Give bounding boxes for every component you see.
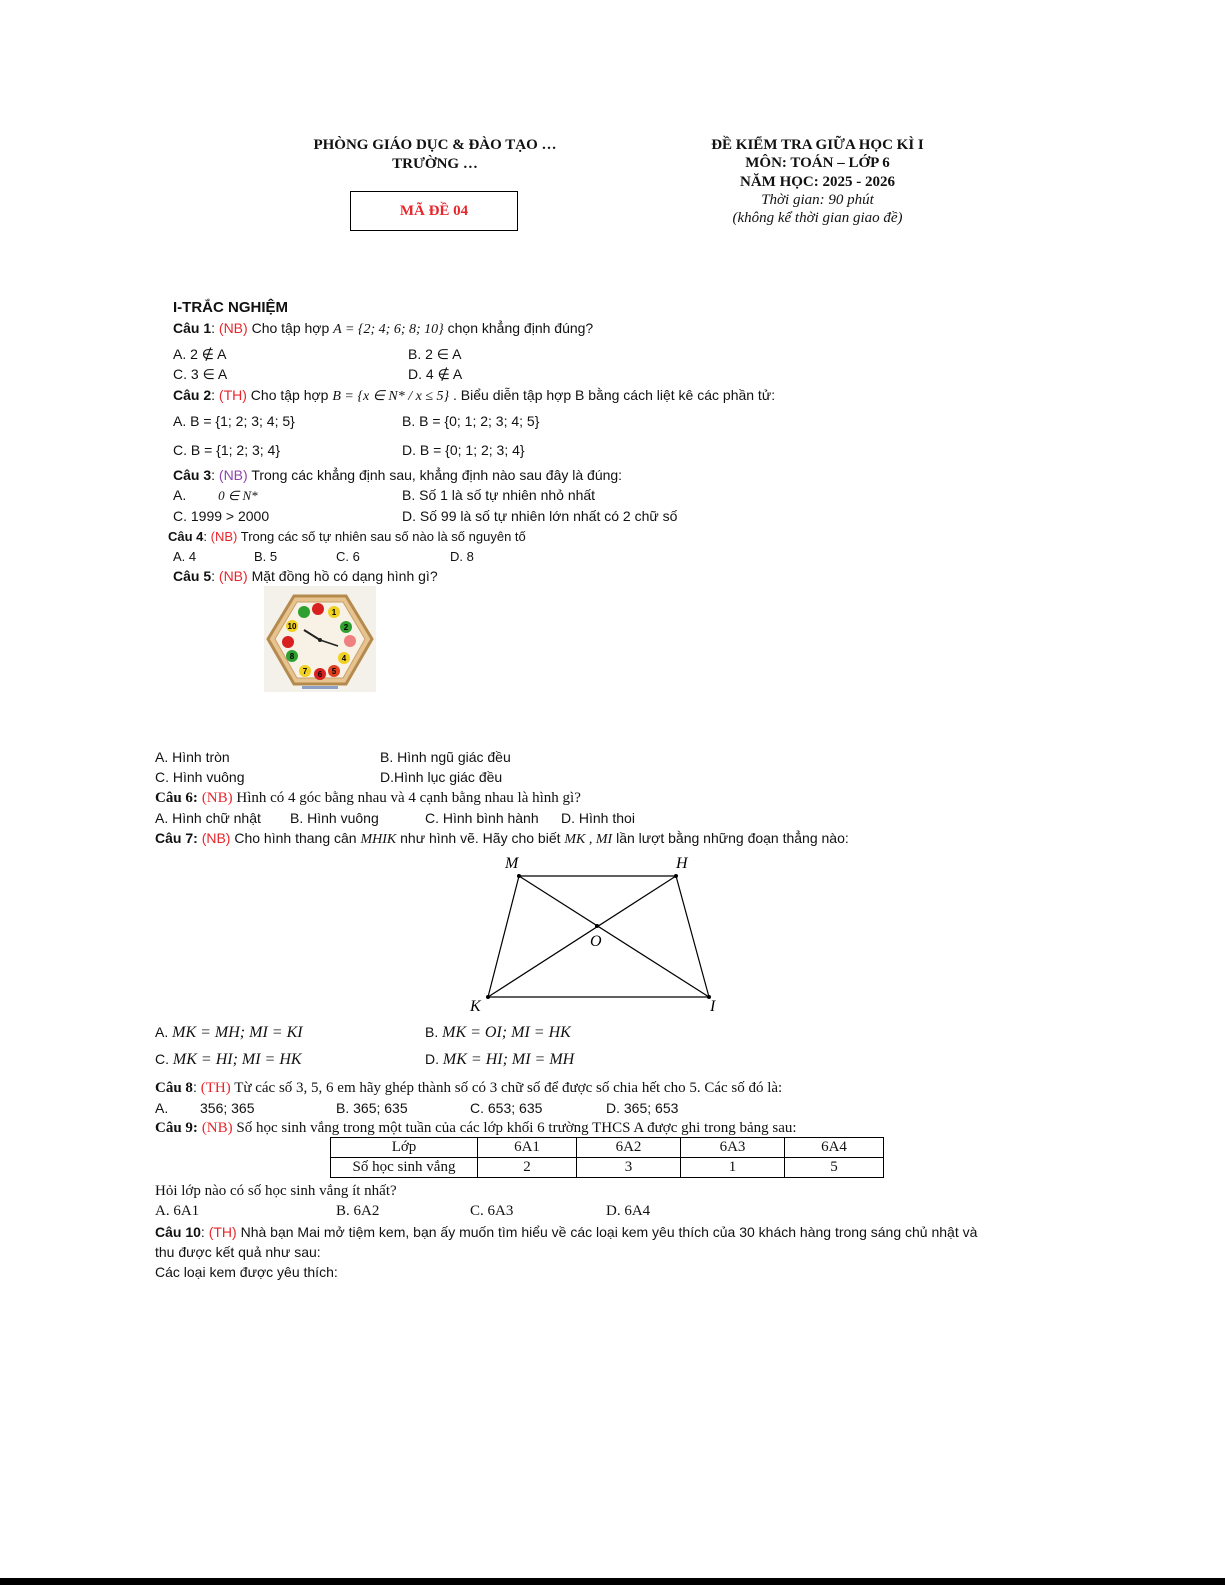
q1-label: Câu 1 bbox=[173, 320, 212, 336]
clock-num-6: 6 bbox=[317, 670, 323, 679]
q8-option-d[interactable]: D. 365; 653 bbox=[606, 1100, 679, 1116]
q1-level: (NB) bbox=[218, 320, 248, 336]
q10-level: (TH) bbox=[208, 1224, 237, 1240]
q7-option-d-text: MK = HI; MI = MH bbox=[442, 1051, 575, 1068]
q4-label: Câu 4 bbox=[168, 529, 204, 544]
q3-level: (NB) bbox=[218, 467, 248, 483]
q7-option-d-label: D. bbox=[425, 1051, 439, 1067]
exam-duration-note: (không kể thời gian giao đề) bbox=[732, 210, 903, 226]
q5-option-b[interactable]: B. Hình ngũ giác đều bbox=[380, 749, 511, 765]
clock-num-10: 10 bbox=[287, 622, 297, 631]
q1-option-d[interactable]: D. 4 ∉ A bbox=[408, 366, 463, 382]
q2-label: Câu 2 bbox=[173, 387, 212, 403]
q9-option-a[interactable]: A. 6A1 bbox=[155, 1203, 200, 1219]
q3-option-a-math: 0 ∈ N* bbox=[218, 488, 258, 503]
q3-option-a-label: A. bbox=[173, 487, 187, 503]
clock-num-4: 4 bbox=[341, 654, 347, 663]
q9-label: Câu 9: bbox=[155, 1120, 198, 1136]
table-header-cell: Lớp bbox=[331, 1138, 478, 1158]
question-8: Câu 8: (TH) Từ các số 3, 5, 6 em hãy ghép thành số có 3 chữ số để được số chia hết cho 5. Các số đó là: bbox=[155, 1079, 783, 1096]
exam-code: MÃ ĐỀ 04 bbox=[399, 202, 469, 219]
table-cell: 1 bbox=[681, 1158, 785, 1178]
absence-table bbox=[330, 1137, 884, 1178]
vertex-m: M bbox=[505, 855, 519, 872]
q6-option-d[interactable]: D. Hình thoi bbox=[561, 810, 635, 826]
q9-question: Hỏi lớp nào có số học sinh vắng ít nhất? bbox=[155, 1183, 397, 1199]
vertex-k: K bbox=[470, 998, 481, 1015]
q5-label: Câu 5 bbox=[173, 568, 212, 584]
table-cell: 5 bbox=[785, 1158, 884, 1178]
q3-label: Câu 3 bbox=[173, 467, 212, 483]
exam-code-box bbox=[350, 191, 518, 231]
table-header-cell: 6A1 bbox=[478, 1138, 577, 1158]
q9-option-c[interactable]: C. 6A3 bbox=[470, 1203, 514, 1219]
table-header-cell: 6A3 bbox=[681, 1138, 785, 1158]
question-7 bbox=[155, 830, 849, 848]
clock-num-8: 8 bbox=[289, 652, 295, 661]
q6-option-a[interactable]: A. Hình chữ nhật bbox=[155, 810, 261, 826]
q9-level: (NB) bbox=[201, 1120, 233, 1136]
q2-text-post: . Biểu diễn tập hợp B bằng cách liệt kê các phần tử: bbox=[449, 387, 776, 403]
table-cell: 3 bbox=[577, 1158, 681, 1178]
q9-option-d[interactable]: D. 6A4 bbox=[606, 1203, 651, 1219]
q2-option-d[interactable]: D. B = {0; 1; 2; 3; 4} bbox=[402, 442, 525, 458]
question-10: Câu 10: (TH) Nhà bạn Mai mở tiệm kem, bạn ấy muốn tìm hiểu về các loại kem yêu thích của 30 khách hàng trong sáng chủ nhật và bbox=[155, 1224, 978, 1240]
q1-option-a[interactable]: A. 2 ∉ A bbox=[173, 346, 227, 362]
q4-option-b[interactable]: B. 5 bbox=[254, 549, 278, 564]
q7-option-a[interactable] bbox=[155, 1024, 303, 1042]
question-1: Câu 1: (NB) Cho tập hợp A = {2; 4; 6; 8; 10} chọn khẳng định đúng? bbox=[173, 320, 594, 337]
department-name: PHÒNG GIÁO DỤC & ĐÀO TẠO … bbox=[313, 137, 557, 153]
q1-option-c[interactable]: C. 3 ∈ A bbox=[173, 366, 228, 382]
q7-level: (NB) bbox=[201, 830, 231, 846]
q6-level: (NB) bbox=[201, 790, 233, 806]
trapezoid-figure bbox=[460, 850, 740, 1020]
q5-text: Mặt đồng hồ có dạng hình gì? bbox=[247, 568, 438, 584]
q7-text-post: lần lượt bằng những đoạn thẳng nào: bbox=[612, 830, 849, 846]
q10-text-line3: Các loại kem được yêu thích: bbox=[155, 1264, 338, 1280]
q3-option-c[interactable]: C. 1999 > 2000 bbox=[173, 508, 270, 524]
q7-option-b-text: MK = OI; MI = HK bbox=[442, 1024, 571, 1041]
q7-option-c-label: C. bbox=[155, 1051, 169, 1067]
q7-option-a-label: A. bbox=[155, 1024, 169, 1040]
q8-option-a[interactable]: 356; 365 bbox=[200, 1100, 255, 1116]
q1-set: A = {2; 4; 6; 8; 10} bbox=[333, 322, 444, 337]
q7-option-b-label: B. bbox=[425, 1024, 439, 1040]
q3-text: Trong các khẳng định sau, khẳng định nào sau đây là đúng: bbox=[247, 467, 623, 483]
q6-label: Câu 6: bbox=[155, 790, 198, 806]
q7-option-c[interactable] bbox=[155, 1051, 302, 1069]
clock-num-5: 5 bbox=[331, 667, 337, 676]
question-6 bbox=[155, 789, 581, 807]
q10-label: Câu 10 bbox=[155, 1224, 201, 1240]
q2-option-c[interactable]: C. B = {1; 2; 3; 4} bbox=[173, 442, 281, 458]
q1-text-post: chọn khẳng định đúng? bbox=[443, 320, 594, 336]
q2-option-b[interactable]: B. B = {0; 1; 2; 3; 4; 5} bbox=[402, 413, 540, 429]
clock-num-2: 2 bbox=[343, 623, 349, 632]
question-5: Câu 5: (NB) Mặt đồng hồ có dạng hình gì? bbox=[173, 568, 438, 584]
q3-option-b[interactable]: B. Số 1 là số tự nhiên nhỏ nhất bbox=[402, 487, 596, 503]
q3-option-d[interactable]: D. Số 99 là số tự nhiên lớn nhất có 2 chữ số bbox=[402, 508, 678, 524]
q3-option-a[interactable] bbox=[173, 487, 258, 504]
table-header-cell: 6A4 bbox=[785, 1138, 884, 1158]
q8-option-c[interactable]: C. 653; 635 bbox=[470, 1100, 543, 1116]
q7-option-d[interactable] bbox=[425, 1051, 574, 1069]
school-name: TRƯỜNG … bbox=[392, 156, 478, 172]
exam-title: ĐỀ KIỂM TRA GIỮA HỌC KÌ I bbox=[711, 137, 924, 153]
page-bottom-border bbox=[0, 1578, 1225, 1585]
q6-text: Hình có 4 góc bằng nhau và 4 cạnh bằng nhau là hình gì? bbox=[232, 790, 581, 806]
q8-text: Từ các số 3, 5, 6 em hãy ghép thành số có 3 chữ số để được số chia hết cho 5. Các số đó là: bbox=[230, 1080, 783, 1096]
table-row bbox=[331, 1158, 884, 1178]
section-title: I-TRẮC NGHIỆM bbox=[173, 299, 288, 316]
q4-option-a[interactable]: A. 4 bbox=[173, 549, 197, 564]
q10-text-line2: thu được kết quả như sau: bbox=[155, 1244, 321, 1260]
table-header-cell: 6A2 bbox=[577, 1138, 681, 1158]
q9-text: Số học sinh vắng trong một tuần của các lớp khối 6 trường THCS A được ghi trong bảng sau: bbox=[232, 1120, 797, 1136]
q4-level: (NB) bbox=[210, 529, 238, 544]
q5-option-a[interactable]: A. Hình tròn bbox=[155, 749, 230, 765]
q5-level: (NB) bbox=[218, 568, 248, 584]
q2-set: B = {x ∈ N* / x ≤ 5} bbox=[332, 389, 450, 404]
q7-option-a-text: MK = MH; MI = KI bbox=[172, 1024, 303, 1041]
table-row bbox=[331, 1138, 884, 1158]
q8-level: (TH) bbox=[200, 1080, 231, 1096]
exam-duration: Thời gian: 90 phút bbox=[761, 192, 874, 208]
q7-segments: MK , MI bbox=[564, 832, 613, 847]
q2-option-a[interactable]: A. B = {1; 2; 3; 4; 5} bbox=[173, 413, 295, 429]
q9-option-b[interactable]: B. 6A2 bbox=[336, 1203, 380, 1219]
clock-num-1: 1 bbox=[331, 608, 337, 617]
question-4: Câu 4: (NB) Trong các số tự nhiên sau số nào là số nguyên tố bbox=[168, 529, 526, 544]
q4-text: Trong các số tự nhiên sau số nào là số nguyên tố bbox=[237, 529, 526, 544]
exam-subject: MÔN: TOÁN – LỚP 6 bbox=[745, 155, 890, 171]
question-2: Câu 2: (TH) Cho tập hợp B = {x ∈ N* / x ≤ 5} . Biểu diễn tập hợp B bằng cách liệt kê các phần tử: bbox=[173, 387, 776, 404]
school-year: NĂM HỌC: 2025 - 2026 bbox=[740, 174, 895, 190]
q2-level: (TH) bbox=[218, 387, 247, 403]
q7-text-pre: Cho hình thang cân bbox=[230, 830, 361, 846]
vertex-o: O bbox=[590, 933, 602, 950]
hexagon-clock-image bbox=[264, 586, 376, 692]
table-cell: Số học sinh vắng bbox=[331, 1158, 478, 1178]
q4-option-d[interactable]: D. 8 bbox=[450, 549, 474, 564]
q5-option-d[interactable]: D.Hình lục giác đều bbox=[380, 769, 503, 785]
q6-option-c[interactable]: C. Hình bình hành bbox=[425, 810, 539, 826]
q1-option-b[interactable]: B. 2 ∈ A bbox=[408, 346, 462, 362]
question-9 bbox=[155, 1119, 797, 1137]
table-cell: 2 bbox=[478, 1158, 577, 1178]
q6-option-b[interactable]: B. Hình vuông bbox=[290, 810, 379, 826]
question-3: Câu 3: (NB) Trong các khẳng định sau, khẳng định nào sau đây là đúng: bbox=[173, 467, 623, 483]
q8-label: Câu 8 bbox=[155, 1080, 193, 1096]
q8-option-a-label: A. bbox=[155, 1100, 169, 1116]
q8-option-b[interactable]: B. 365; 635 bbox=[336, 1100, 408, 1116]
q5-option-c[interactable]: C. Hình vuông bbox=[155, 769, 245, 785]
q2-text-pre: Cho tập hợp bbox=[246, 387, 333, 403]
vertex-h: H bbox=[676, 855, 688, 872]
q7-shape-name: MHIK bbox=[360, 832, 397, 847]
vertex-i: I bbox=[710, 998, 716, 1015]
q7-option-c-text: MK = HI; MI = HK bbox=[172, 1051, 302, 1068]
q7-label: Câu 7: bbox=[155, 830, 198, 846]
q7-text-mid: như hình vẽ. Hãy cho biết bbox=[396, 830, 565, 846]
q4-option-c[interactable]: C. 6 bbox=[336, 549, 360, 564]
q10-text: Nhà bạn Mai mở tiệm kem, bạn ấy muốn tìm hiểu về các loại kem yêu thích của 30 khách hàng trong sáng chủ nhật và bbox=[236, 1224, 978, 1240]
q1-text-pre: Cho tập hợp bbox=[247, 320, 334, 336]
clock-num-7: 7 bbox=[302, 667, 308, 676]
q7-option-b[interactable] bbox=[425, 1024, 571, 1042]
